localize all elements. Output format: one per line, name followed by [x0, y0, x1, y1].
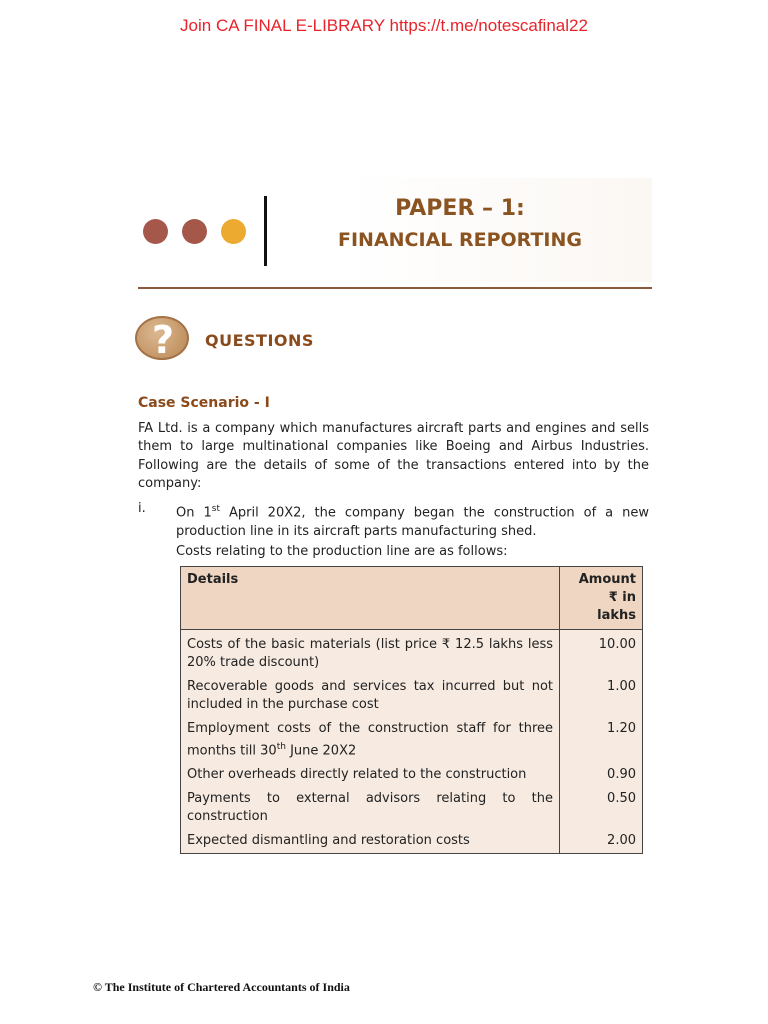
row-amount: 0.90: [560, 764, 643, 788]
paper-subtitle: FINANCIAL REPORTING: [338, 229, 582, 251]
case-scenario-heading: Case Scenario - I: [138, 395, 270, 411]
row-amount: 1.00: [560, 676, 643, 718]
row-amount: 2.00: [560, 830, 643, 854]
header-rule: [138, 287, 652, 289]
row-details: Payments to external advisors relating to the construction: [181, 788, 560, 830]
costs-intro: Costs relating to the production line are as follows:: [176, 544, 508, 559]
row-details: Recoverable goods and services tax incurred but not included in the purchase cost: [181, 676, 560, 718]
paper-title: PAPER – 1:: [395, 196, 525, 221]
decor-dot-highlight-icon: [221, 219, 246, 244]
row-amount: 1.20: [560, 718, 643, 764]
table-row: [181, 830, 643, 854]
table-row: [181, 676, 643, 718]
item-number: i.: [138, 501, 146, 516]
row-details: Costs of the basic materials (list price ₹ 12.5 lakhs less 20% trade discount): [181, 630, 560, 677]
question-mark-icon: [135, 316, 189, 360]
row-amount: 10.00: [560, 630, 643, 677]
footer-copyright: © The Institute of Chartered Accountants of India: [93, 980, 350, 994]
row-details: Other overheads directly related to the construction: [181, 764, 560, 788]
costs-table: [180, 566, 643, 854]
table-row: [181, 788, 643, 830]
item-text: On 1st April 20X2, the company began the construction of a new production line in its aircraft parts manufacturing shed.: [176, 504, 650, 539]
decor-dot-icon: [143, 219, 168, 244]
row-details: Employment costs of the construction staff for three months till 30th June 20X2: [181, 718, 560, 764]
amount-header: Amount ₹ in lakhs: [560, 567, 643, 630]
row-amount: 0.50: [560, 788, 643, 830]
decor-dot-icon: [182, 219, 207, 244]
table-header-row: [181, 567, 643, 630]
table-row: [181, 764, 643, 788]
table-row: [181, 630, 643, 677]
table-row: [181, 718, 643, 764]
details-header: Details: [181, 567, 560, 630]
intro-paragraph: FA Ltd. is a company which manufactures aircraft parts and engines and sells them to large multinational companies like Boeing and Airbus Industries. Following are the details of some of the transactions entered into by the company:: [138, 421, 649, 491]
svg-text:?: ?: [151, 319, 175, 359]
questions-heading: QUESTIONS: [205, 331, 314, 350]
elibrary-banner[interactable]: Join CA FINAL E-LIBRARY https://t.me/notescafinal22: [180, 16, 588, 35]
row-details: Expected dismantling and restoration costs: [181, 830, 560, 854]
header-divider: [264, 196, 267, 266]
